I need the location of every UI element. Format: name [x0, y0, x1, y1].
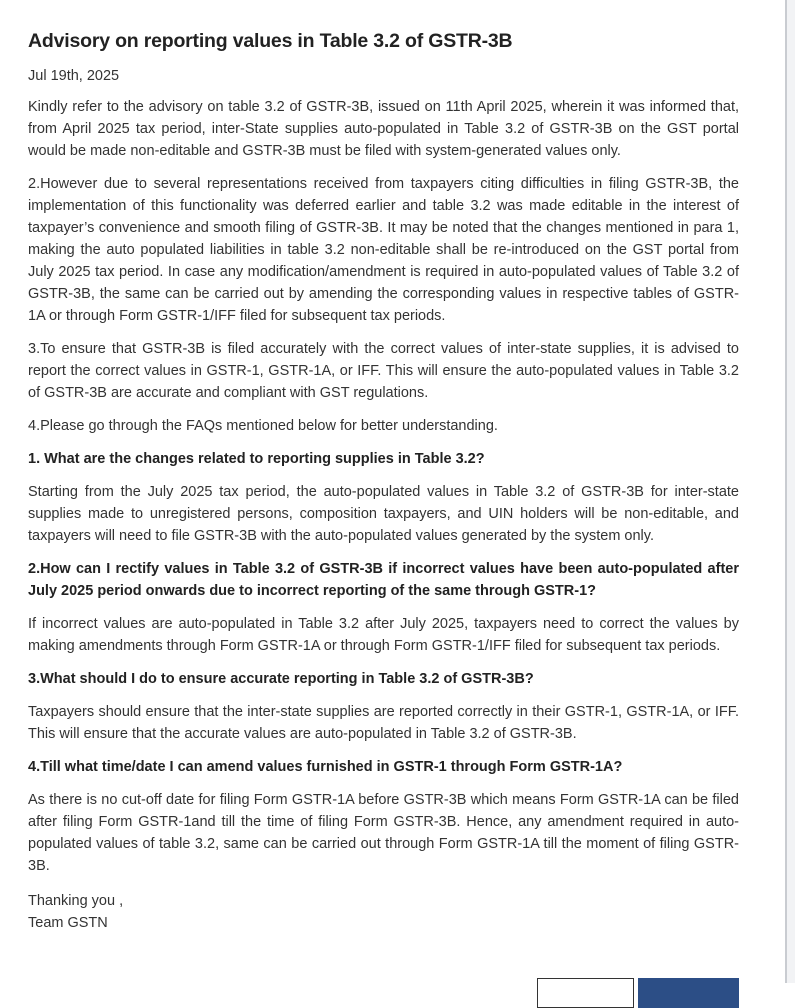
- faq-question: 3.What should I do to ensure accurate reporting in Table 3.2 of GSTR-3B?: [28, 671, 534, 687]
- faq-answer: Taxpayers should ensure that the inter-state supplies are reported correctly in their GSTR-1, GSTR-1A, or IFF. This will ensure that the accurate values are auto-populated in Table 3.2 of GSTR-3B.: [28, 704, 739, 742]
- scrollbar[interactable]: [785, 0, 795, 983]
- faq-question: 4.Till what time/date I can amend values furnished in GSTR-1 through Form GSTR-1A?: [28, 759, 623, 775]
- paragraph: 3.To ensure that GSTR-3B is filed accurately with the correct values of inter-state supplies, it is advised to report the correct values in GSTR-1, GSTR-1A, or IFF. This will ensure the auto-populated values in Table 3.2 of GSTR-3B are accurate and compliant with GST regulations.: [28, 341, 739, 401]
- faq-answer: If incorrect values are auto-populated in Table 3.2 after July 2025, taxpayers need to correct the values by making amendments through Form GSTR-1A or through Form GSTR-1/IFF filed for subsequent tax periods.: [28, 616, 739, 654]
- paragraph: Kindly refer to the advisory on table 3.2 of GSTR-3B, issued on 11th April 2025, wherein it was informed that, from April 2025 tax period, inter-State supplies auto-populated in Table 3.2 of GSTR-3B on the GST portal would be made non-editable and GSTR-3B must be filed with system-generated values only.: [28, 99, 739, 159]
- advisory-date: Jul 19th, 2025: [28, 68, 120, 84]
- signoff: [28, 890, 739, 934]
- advisory-title: Advisory on reporting values in Table 3.2 of GSTR-3B: [28, 30, 513, 52]
- signoff-team: Team GSTN: [28, 915, 108, 931]
- faq-question: 2.How can I rectify values in Table 3.2 of GSTR-3B if incorrect values have been auto-populated after July 2025 period onwards due to incorrect reporting of the same through GSTR-1?: [28, 561, 739, 599]
- faq-answer: As there is no cut-off date for filing Form GSTR-1A before GSTR-3B which means Form GSTR-1A can be filed after filing Form GSTR-1and till the time of filing Form GSTR-3B. Hence, any amendment required in auto-populated values of table 3.2, same can be carried out through Form GSTR-1A till the moment of filing GSTR-3B.: [28, 792, 739, 874]
- advisory-modal: [28, 28, 739, 934]
- paragraph: 4.Please go through the FAQs mentioned below for better understanding.: [28, 418, 498, 434]
- paragraph: 2.However due to several representations received from taxpayers citing difficulties in filing GSTR-3B, the implementation of this functionality was deferred earlier and table 3.2 was made editable in the interest of taxpayer’s convenience and smooth filing of GSTR-3B. It may be noted that the changes mentioned in para 1, making the auto populated liabilities in table 3.2 non-editable shall be re-introduced on the GST portal from July 2025 tax period. In case any modification/amendment is required in auto-populated values of Table 3.2 of GSTR-3B, the same can be carried out by amending the corresponding values in respective tables of GSTR-1A or through Form GSTR-1/IFF filed for subsequent tax periods.: [28, 176, 739, 324]
- signoff-line: Thanking you ,: [28, 893, 124, 909]
- faq-answer: Starting from the July 2025 tax period, the auto-populated values in Table 3.2 of GSTR-3B for inter-state supplies made to unregistered persons, composition taxpayers, and UIN holders will be non-editable, and taxpayers will need to file GSTR-3B with the auto-populated values generated by the system only.: [28, 484, 739, 544]
- faq-question: 1. What are the changes related to reporting supplies in Table 3.2?: [28, 451, 485, 467]
